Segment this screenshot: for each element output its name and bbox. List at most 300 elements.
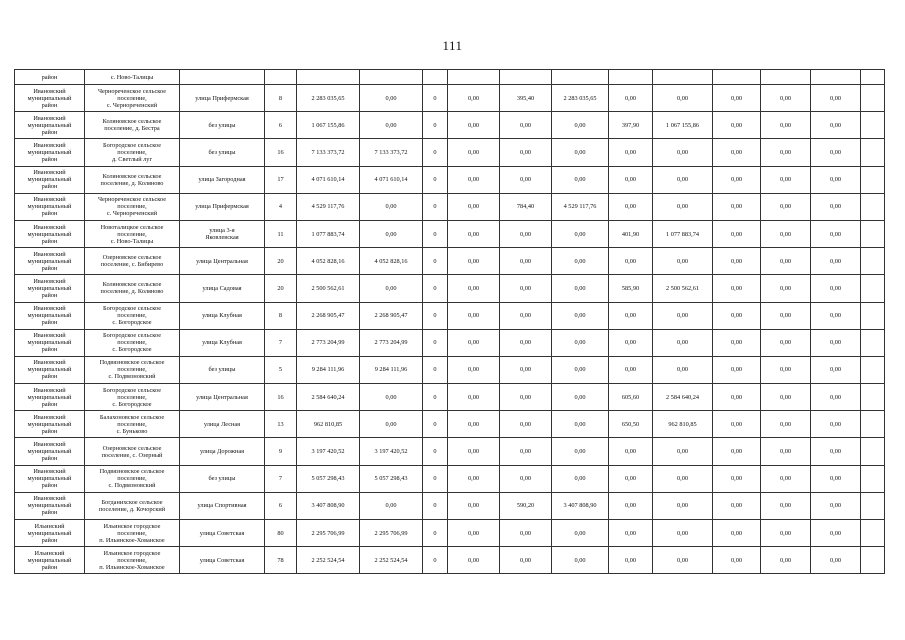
table-cell: 0,00 bbox=[448, 465, 500, 492]
table-cell: 0,00 bbox=[761, 384, 811, 411]
table-cell: 0,00 bbox=[761, 112, 811, 139]
table-row bbox=[15, 220, 885, 247]
table-cell: 0,00 bbox=[761, 329, 811, 356]
table-cell: Ильинское городское поселение, п. Ильинское-Хованское bbox=[85, 547, 180, 574]
table-cell: 0,00 bbox=[761, 492, 811, 519]
table-cell: 605,60 bbox=[609, 384, 653, 411]
table-cell: 3 407 808,90 bbox=[552, 492, 609, 519]
table-cell: 0,00 bbox=[552, 411, 609, 438]
table-cell: 0,00 bbox=[448, 438, 500, 465]
table-cell: 0,00 bbox=[761, 85, 811, 112]
table-cell: 0,00 bbox=[500, 465, 552, 492]
table-cell: 7 133 373,72 bbox=[297, 139, 360, 166]
table-cell: улица Центральная bbox=[180, 384, 265, 411]
table-cell: улица Центральная bbox=[180, 248, 265, 275]
table-cell: 0,00 bbox=[500, 248, 552, 275]
table-cell: 2 252 524,54 bbox=[360, 547, 423, 574]
table-cell: 0,00 bbox=[609, 492, 653, 519]
table-cell: 0,00 bbox=[761, 166, 811, 193]
table-cell: 0 bbox=[423, 547, 448, 574]
table-cell: Озерновское сельское поселение, с. Озерный bbox=[85, 438, 180, 465]
table-cell: улица Дорожная bbox=[180, 438, 265, 465]
table-cell: 0,00 bbox=[552, 329, 609, 356]
table-cell: 8 bbox=[265, 302, 297, 329]
table-cell: Богданихское сельское поселение, д. Кочорский bbox=[85, 492, 180, 519]
table-cell: 4 529 117,76 bbox=[297, 193, 360, 220]
table-cell: 0,00 bbox=[552, 112, 609, 139]
table-cell: 17 bbox=[265, 166, 297, 193]
table-cell bbox=[861, 384, 885, 411]
table-cell: 0,00 bbox=[713, 302, 761, 329]
table-cell: 0,00 bbox=[761, 302, 811, 329]
table-row bbox=[15, 438, 885, 465]
table-cell bbox=[761, 70, 811, 85]
table-cell: 0,00 bbox=[811, 411, 861, 438]
table-cell: 0 bbox=[423, 384, 448, 411]
table-cell bbox=[861, 220, 885, 247]
table-cell: 0,00 bbox=[500, 411, 552, 438]
table-cell: 0 bbox=[423, 275, 448, 302]
table-cell: Богородское сельское поселение, с. Богородское bbox=[85, 302, 180, 329]
table-cell: улица Советская bbox=[180, 520, 265, 547]
table-row bbox=[15, 520, 885, 547]
table-cell: Балахоновское сельское поселение, с. Буньково bbox=[85, 411, 180, 438]
table-cell: 2 500 562,61 bbox=[297, 275, 360, 302]
table-cell: 784,40 bbox=[500, 193, 552, 220]
table-cell: 20 bbox=[265, 248, 297, 275]
table-cell: 0 bbox=[423, 356, 448, 383]
table-cell: 0,00 bbox=[713, 411, 761, 438]
table-cell: 0,00 bbox=[360, 112, 423, 139]
table-cell bbox=[713, 70, 761, 85]
table-row bbox=[15, 384, 885, 411]
table-row bbox=[15, 275, 885, 302]
table-cell: 0,00 bbox=[761, 547, 811, 574]
table-cell: 0,00 bbox=[653, 166, 713, 193]
table-cell: 0,00 bbox=[653, 438, 713, 465]
table-cell: 0,00 bbox=[761, 438, 811, 465]
table-cell: 0 bbox=[423, 520, 448, 547]
table-cell: 13 bbox=[265, 411, 297, 438]
table-cell: без улицы bbox=[180, 139, 265, 166]
table-cell: 2 268 905,47 bbox=[360, 302, 423, 329]
table-cell: 1 077 883,74 bbox=[653, 220, 713, 247]
table-cell: 0,00 bbox=[552, 275, 609, 302]
table-cell: 0,00 bbox=[713, 438, 761, 465]
table-cell: 0,00 bbox=[653, 302, 713, 329]
table-cell: 80 bbox=[265, 520, 297, 547]
table-cell: 0,00 bbox=[609, 465, 653, 492]
table-cell: 0,00 bbox=[761, 356, 811, 383]
table-cell: 20 bbox=[265, 275, 297, 302]
table-cell: 2 500 562,61 bbox=[653, 275, 713, 302]
table-cell: Чернореченское сельское поселение, с. Чернореченский bbox=[85, 85, 180, 112]
table-cell: 0,00 bbox=[811, 302, 861, 329]
table-cell: Ивановский муниципальный район bbox=[15, 384, 85, 411]
table-cell bbox=[861, 275, 885, 302]
table-cell: 0 bbox=[423, 438, 448, 465]
table-row bbox=[15, 166, 885, 193]
table-cell: Озерновское сельское поселение, с. Бибирево bbox=[85, 248, 180, 275]
table-cell: 0,00 bbox=[552, 356, 609, 383]
table-cell: 0,00 bbox=[811, 85, 861, 112]
table-cell: Коляновское сельское поселение, д. Коляново bbox=[85, 275, 180, 302]
table-cell: 0 bbox=[423, 85, 448, 112]
table-cell: район bbox=[15, 70, 85, 85]
table-cell: 7 133 373,72 bbox=[360, 139, 423, 166]
table-cell: 0,00 bbox=[360, 85, 423, 112]
table-cell: 0,00 bbox=[713, 384, 761, 411]
table-cell: 0,00 bbox=[761, 193, 811, 220]
table-row bbox=[15, 329, 885, 356]
table-cell: 395,40 bbox=[500, 85, 552, 112]
table-cell: 590,20 bbox=[500, 492, 552, 519]
table-cell: 0,00 bbox=[552, 384, 609, 411]
table-cell bbox=[861, 70, 885, 85]
table-cell: 0,00 bbox=[360, 193, 423, 220]
table-cell: 0,00 bbox=[500, 139, 552, 166]
table-cell: Подвязновское сельское поселение, с. Подвязновский bbox=[85, 465, 180, 492]
table-cell: 2 584 640,24 bbox=[297, 384, 360, 411]
table-cell: Ивановский муниципальный район bbox=[15, 193, 85, 220]
table-row bbox=[15, 547, 885, 574]
table-row bbox=[15, 302, 885, 329]
table-cell: 2 295 706,99 bbox=[360, 520, 423, 547]
table-cell: улица Клубная bbox=[180, 329, 265, 356]
table-row bbox=[15, 411, 885, 438]
table-cell: 0,00 bbox=[609, 248, 653, 275]
table-cell: 0,00 bbox=[713, 356, 761, 383]
table-cell: без улицы bbox=[180, 112, 265, 139]
table-cell: 0,00 bbox=[609, 438, 653, 465]
table-cell: 0,00 bbox=[761, 248, 811, 275]
table-cell: 0,00 bbox=[609, 85, 653, 112]
table-cell: 0,00 bbox=[713, 220, 761, 247]
table-cell: 0,00 bbox=[653, 85, 713, 112]
table-cell: 0,00 bbox=[811, 275, 861, 302]
table-cell: 4 052 828,16 bbox=[297, 248, 360, 275]
table-cell bbox=[448, 70, 500, 85]
table-cell: 0,00 bbox=[811, 438, 861, 465]
table-cell: 0,00 bbox=[360, 275, 423, 302]
table-cell: улица Лесная bbox=[180, 411, 265, 438]
table-row bbox=[15, 193, 885, 220]
table-cell: 0,00 bbox=[609, 356, 653, 383]
table-cell: без улицы bbox=[180, 356, 265, 383]
table-cell: 8 bbox=[265, 85, 297, 112]
table-cell: 0,00 bbox=[609, 302, 653, 329]
table-cell: 2 283 035,65 bbox=[297, 85, 360, 112]
table-cell: 0 bbox=[423, 193, 448, 220]
table-cell: 0,00 bbox=[360, 411, 423, 438]
table-cell: 0,00 bbox=[448, 85, 500, 112]
table-cell bbox=[297, 70, 360, 85]
table-cell: Ивановский муниципальный район bbox=[15, 112, 85, 139]
table-cell: Коляновское сельское поселение, д. Бестра bbox=[85, 112, 180, 139]
table-cell: 0,00 bbox=[713, 112, 761, 139]
table-cell: 0,00 bbox=[500, 547, 552, 574]
table-cell: 0,00 bbox=[811, 520, 861, 547]
table-cell: 5 bbox=[265, 356, 297, 383]
table-cell: 3 407 808,90 bbox=[297, 492, 360, 519]
table-cell: 0,00 bbox=[500, 112, 552, 139]
table-cell: 962 810,85 bbox=[297, 411, 360, 438]
table-cell bbox=[861, 411, 885, 438]
table-cell: 6 bbox=[265, 492, 297, 519]
table-cell: 6 bbox=[265, 112, 297, 139]
table-cell bbox=[552, 70, 609, 85]
table-cell: Ивановский муниципальный район bbox=[15, 302, 85, 329]
table-cell: 0,00 bbox=[552, 547, 609, 574]
table-cell: 0 bbox=[423, 112, 448, 139]
table-cell bbox=[500, 70, 552, 85]
table-cell: 2 283 035,65 bbox=[552, 85, 609, 112]
table-cell bbox=[861, 329, 885, 356]
table-cell bbox=[861, 166, 885, 193]
table-cell: 4 071 610,14 bbox=[360, 166, 423, 193]
table-cell bbox=[861, 356, 885, 383]
table-body bbox=[15, 70, 885, 574]
table-cell: 0,00 bbox=[811, 492, 861, 519]
table-cell: 0,00 bbox=[653, 520, 713, 547]
table-cell: 1 067 155,86 bbox=[297, 112, 360, 139]
table-cell: 0,00 bbox=[448, 166, 500, 193]
table-cell: 0,00 bbox=[448, 384, 500, 411]
table-cell: 0,00 bbox=[811, 193, 861, 220]
table-cell: Ивановский муниципальный район bbox=[15, 220, 85, 247]
table-row bbox=[15, 70, 885, 85]
table-cell: улица Спортивная bbox=[180, 492, 265, 519]
table-cell: 0,00 bbox=[448, 329, 500, 356]
table-cell: 0,00 bbox=[811, 220, 861, 247]
table-cell: 0,00 bbox=[552, 248, 609, 275]
table-cell bbox=[861, 112, 885, 139]
table-cell: Ивановский муниципальный район bbox=[15, 438, 85, 465]
table-cell: улица Садовая bbox=[180, 275, 265, 302]
table-cell: Ильинское городское поселение, п. Ильинское-Хованское bbox=[85, 520, 180, 547]
table-cell: 0,00 bbox=[761, 139, 811, 166]
table-cell: 0,00 bbox=[609, 329, 653, 356]
table-cell: 0,00 bbox=[811, 166, 861, 193]
table-cell: 0,00 bbox=[761, 275, 811, 302]
table-cell: Ивановский муниципальный район bbox=[15, 465, 85, 492]
table-cell bbox=[861, 302, 885, 329]
page-number: 111 bbox=[442, 38, 463, 53]
table-row bbox=[15, 492, 885, 519]
table-cell: 0,00 bbox=[713, 166, 761, 193]
table-cell: 0 bbox=[423, 411, 448, 438]
table-cell: Ивановский муниципальный район bbox=[15, 329, 85, 356]
table-cell: 16 bbox=[265, 384, 297, 411]
table-cell: 0,00 bbox=[713, 248, 761, 275]
table-cell: 0,00 bbox=[761, 520, 811, 547]
table-cell bbox=[811, 70, 861, 85]
table-cell: улица Клубная bbox=[180, 302, 265, 329]
table-cell: 9 bbox=[265, 438, 297, 465]
table-cell: 0,00 bbox=[552, 220, 609, 247]
table-cell: Подвязновское сельское поселение, с. Подвязновский bbox=[85, 356, 180, 383]
table-cell: 1 077 883,74 bbox=[297, 220, 360, 247]
table-cell: 962 810,85 bbox=[653, 411, 713, 438]
table-cell: 4 529 117,76 bbox=[552, 193, 609, 220]
table-row bbox=[15, 85, 885, 112]
table-cell: Ильинский муниципальный район bbox=[15, 520, 85, 547]
table-cell: улица 3-я Яковлевская bbox=[180, 220, 265, 247]
table-cell: 0,00 bbox=[653, 193, 713, 220]
table-cell: улица Советская bbox=[180, 547, 265, 574]
table-cell: 0,00 bbox=[811, 329, 861, 356]
table-cell bbox=[653, 70, 713, 85]
table-cell: Ивановский муниципальный район bbox=[15, 492, 85, 519]
table-cell: 0,00 bbox=[653, 139, 713, 166]
table-cell: Ильинский муниципальный район bbox=[15, 547, 85, 574]
table-cell: 1 067 155,86 bbox=[653, 112, 713, 139]
table-cell: 9 284 111,96 bbox=[297, 356, 360, 383]
table-cell: 0,00 bbox=[653, 465, 713, 492]
table-cell: 5 057 298,43 bbox=[297, 465, 360, 492]
table-row bbox=[15, 356, 885, 383]
table-cell: 0,00 bbox=[448, 112, 500, 139]
table-row bbox=[15, 465, 885, 492]
table-cell: 2 252 524,54 bbox=[297, 547, 360, 574]
table-cell: 0,00 bbox=[811, 112, 861, 139]
table-cell: Чернореченское сельское поселение, с. Чернореченский bbox=[85, 193, 180, 220]
table-cell: 0 bbox=[423, 302, 448, 329]
table-cell: Ивановский муниципальный район bbox=[15, 139, 85, 166]
table-cell: 0,00 bbox=[500, 329, 552, 356]
table-cell: Ивановский муниципальный район bbox=[15, 356, 85, 383]
table-cell: 0,00 bbox=[653, 356, 713, 383]
table-cell: 0 bbox=[423, 492, 448, 519]
table-cell: 0,00 bbox=[609, 547, 653, 574]
table-cell: 0,00 bbox=[448, 193, 500, 220]
table-cell: 0,00 bbox=[713, 465, 761, 492]
table-cell: Ивановский муниципальный район bbox=[15, 166, 85, 193]
table-cell: 0,00 bbox=[653, 492, 713, 519]
table-cell bbox=[861, 520, 885, 547]
table-cell bbox=[861, 85, 885, 112]
table-cell: 5 057 298,43 bbox=[360, 465, 423, 492]
table-cell: 0,00 bbox=[360, 384, 423, 411]
table-cell: 0 bbox=[423, 465, 448, 492]
table-cell: 0,00 bbox=[761, 465, 811, 492]
table-cell: 0,00 bbox=[713, 492, 761, 519]
table-cell: 0,00 bbox=[609, 166, 653, 193]
table-cell: 0 bbox=[423, 220, 448, 247]
table-cell: улица Загородная bbox=[180, 166, 265, 193]
table-cell: 2 773 204,99 bbox=[360, 329, 423, 356]
table-cell: 0,00 bbox=[811, 547, 861, 574]
table-cell: 0,00 bbox=[713, 520, 761, 547]
table-cell bbox=[180, 70, 265, 85]
table-cell bbox=[861, 465, 885, 492]
table-cell: 401,90 bbox=[609, 220, 653, 247]
table-cell: 2 268 905,47 bbox=[297, 302, 360, 329]
table-cell bbox=[360, 70, 423, 85]
table-cell: 0,00 bbox=[552, 166, 609, 193]
table-cell: 4 052 828,16 bbox=[360, 248, 423, 275]
table-cell: 0,00 bbox=[500, 438, 552, 465]
table-cell: 0 bbox=[423, 166, 448, 193]
table-cell: 0,00 bbox=[448, 302, 500, 329]
table-cell: 0,00 bbox=[713, 139, 761, 166]
table-cell: 7 bbox=[265, 465, 297, 492]
table-cell bbox=[861, 248, 885, 275]
table-cell: Коляновское сельское поселение, д. Коляново bbox=[85, 166, 180, 193]
table-cell: 9 284 111,96 bbox=[360, 356, 423, 383]
table-cell: 0,00 bbox=[500, 520, 552, 547]
table-cell: 0,00 bbox=[552, 438, 609, 465]
table-cell: 3 197 420,52 bbox=[360, 438, 423, 465]
table-cell: 0,00 bbox=[448, 139, 500, 166]
table-cell: 0,00 bbox=[500, 384, 552, 411]
table-cell: 0,00 bbox=[500, 220, 552, 247]
table-cell: 3 197 420,52 bbox=[297, 438, 360, 465]
table-cell: 0,00 bbox=[360, 220, 423, 247]
table-cell bbox=[609, 70, 653, 85]
table-cell: 4 071 610,14 bbox=[297, 166, 360, 193]
table-cell: 0,00 bbox=[609, 139, 653, 166]
table-cell: 0,00 bbox=[811, 356, 861, 383]
table-cell: 397,90 bbox=[609, 112, 653, 139]
table-cell: 0 bbox=[423, 329, 448, 356]
table-cell: 0,00 bbox=[811, 139, 861, 166]
table-cell: 2 295 706,99 bbox=[297, 520, 360, 547]
table-cell: 0,00 bbox=[552, 520, 609, 547]
table-cell: Богородское сельское поселение, с. Богородское bbox=[85, 329, 180, 356]
table-cell: 585,90 bbox=[609, 275, 653, 302]
table-cell bbox=[861, 547, 885, 574]
table-cell: Ивановский муниципальный район bbox=[15, 248, 85, 275]
table-cell: 0,00 bbox=[500, 275, 552, 302]
table-cell: улица Прифермская bbox=[180, 193, 265, 220]
table-cell: 7 bbox=[265, 329, 297, 356]
table-cell: 0,00 bbox=[552, 465, 609, 492]
table-cell: 0,00 bbox=[448, 520, 500, 547]
table-cell: улица Прифермская bbox=[180, 85, 265, 112]
table-cell bbox=[861, 492, 885, 519]
table-cell: 4 bbox=[265, 193, 297, 220]
table-cell: 0,00 bbox=[653, 329, 713, 356]
table-cell: 0,00 bbox=[811, 384, 861, 411]
table-cell: 0,00 bbox=[448, 275, 500, 302]
table-cell: 2 584 640,24 bbox=[653, 384, 713, 411]
table-cell: 0,00 bbox=[609, 520, 653, 547]
table-cell: 0,00 bbox=[448, 248, 500, 275]
table-cell bbox=[861, 193, 885, 220]
table-cell: 0,00 bbox=[500, 356, 552, 383]
table-cell: 0,00 bbox=[713, 85, 761, 112]
table-cell: Ивановский муниципальный район bbox=[15, 411, 85, 438]
table-cell: 0,00 bbox=[713, 547, 761, 574]
table-cell: с. Ново-Талицы bbox=[85, 70, 180, 85]
table-cell: 0,00 bbox=[811, 465, 861, 492]
table-cell bbox=[423, 70, 448, 85]
table-cell: 16 bbox=[265, 139, 297, 166]
table-cell: 0,00 bbox=[448, 492, 500, 519]
table-cell: 0 bbox=[423, 248, 448, 275]
table-cell bbox=[861, 438, 885, 465]
table-cell bbox=[861, 139, 885, 166]
table-cell: Богородское сельское поселение, с. Богородское bbox=[85, 384, 180, 411]
table-cell: Богородское сельское поселение, д. Светлый луг bbox=[85, 139, 180, 166]
table-cell: 0,00 bbox=[448, 220, 500, 247]
table-cell: 0,00 bbox=[653, 547, 713, 574]
table-cell: 0,00 bbox=[360, 492, 423, 519]
table-cell: 650,50 bbox=[609, 411, 653, 438]
table-row bbox=[15, 248, 885, 275]
table-cell: 0,00 bbox=[761, 411, 811, 438]
